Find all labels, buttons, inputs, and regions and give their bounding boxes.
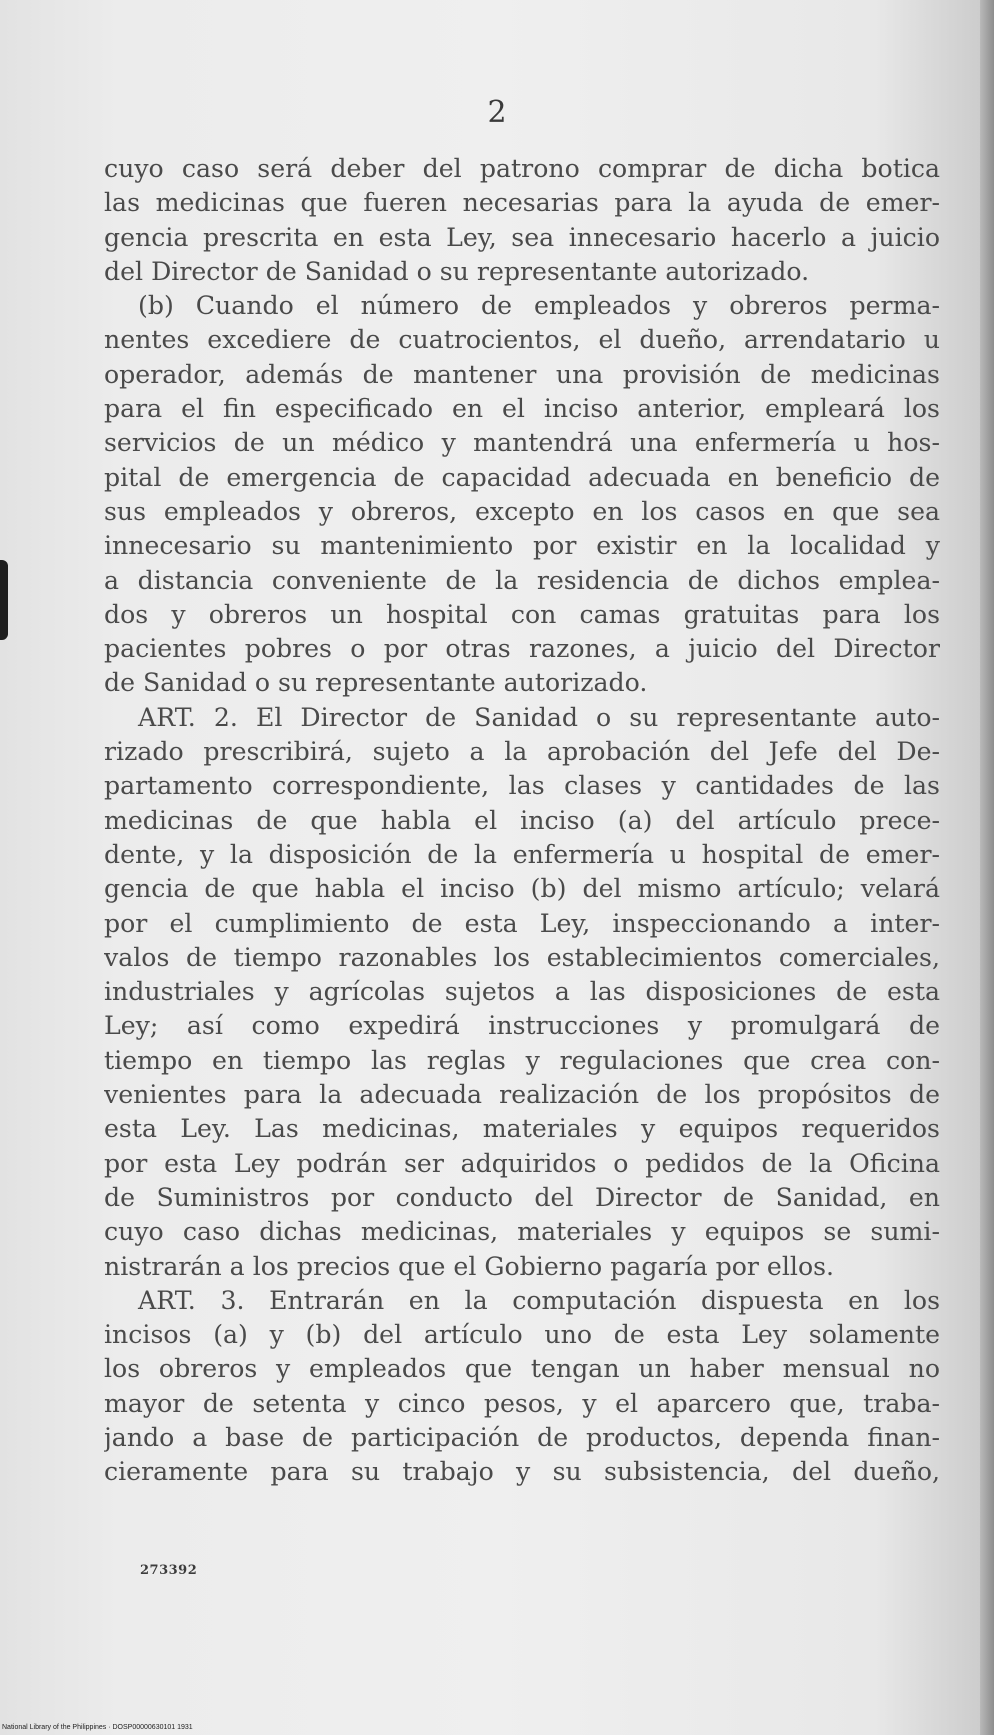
text-line: gencia prescrita en esta Ley, sea innecesario hacerlo a juicio xyxy=(104,222,940,252)
text-line: ART. 3. Entrarán en la computación dispuesta en los xyxy=(138,1285,940,1315)
text-line: cuyo caso dichas medicinas, materiales y equipos se sumi- xyxy=(104,1217,940,1247)
text-line: partamento correspondiente, las clases y cantidades de las xyxy=(104,771,940,801)
text-line: ART. 2. El Director de Sanidad o su representante auto- xyxy=(138,702,940,732)
page-number: 2 xyxy=(487,95,507,130)
text-line: dos y obreros un hospital con camas gratuitas para los xyxy=(104,599,940,629)
text-line: del Director de Sanidad o su representante autorizado. xyxy=(104,256,810,286)
text-line: los obreros y empleados que tengan un haber mensual no xyxy=(104,1354,940,1384)
text-line: las medicinas que fueren necesarias para la ayuda de emer- xyxy=(104,188,940,218)
text-line: valos de tiempo razonables los establecimientos comerciales, xyxy=(104,942,940,972)
text-line: jando a base de participación de productos, dependa finan- xyxy=(104,1422,940,1452)
text-line: operador, además de mantener una provisión de medicinas xyxy=(104,359,940,389)
text-line: (b) Cuando el número de empleados y obreros perma- xyxy=(138,291,940,321)
text-line: innecesario su mantenimiento por existir en la localidad y xyxy=(104,531,940,561)
text-line: mayor de setenta y cinco pesos, y el aparcero que, traba- xyxy=(104,1388,940,1418)
text-line: sus empleados y obreros, excepto en los casos en que sea xyxy=(104,496,940,526)
text-line: a distancia conveniente de la residencia de dichos emplea- xyxy=(104,565,940,595)
text-line: tiempo en tiempo las reglas y regulaciones que crea con- xyxy=(104,1045,940,1075)
page-edge-shadow xyxy=(980,0,994,1735)
text-line: medicinas de que habla el inciso (a) del artículo prece- xyxy=(104,805,940,835)
body-text xyxy=(104,152,940,1490)
text-line: servicios de un médico y mantendrá una enfermería u hos- xyxy=(104,428,940,458)
text-line: pacientes pobres o por otras razones, a juicio del Director xyxy=(104,634,940,664)
text-line: gencia de que habla el inciso (b) del mismo artículo; velará xyxy=(104,874,940,904)
text-line: nistrarán a los precios que el Gobierno pagaría por ellos. xyxy=(104,1251,835,1281)
footer-credit: National Library of the Philippines · DOSP00000630101 1931 xyxy=(2,1724,193,1731)
text-line: venientes para la adecuada realización de los propósitos de xyxy=(104,1080,940,1110)
text-line: esta Ley. Las medicinas, materiales y equipos requeridos xyxy=(104,1114,940,1144)
text-line: dente, y la disposición de la enfermería u hospital de emer- xyxy=(104,839,940,869)
text-line: industriales y agrícolas sujetos a las disposiciones de esta xyxy=(104,977,940,1007)
text-line: rizado prescribirá, sujeto a la aprobación del Jefe del De- xyxy=(104,737,940,767)
text-line: pital de emergencia de capacidad adecuada en beneficio de xyxy=(104,462,940,492)
text-line: por esta Ley podrán ser adquiridos o pedidos de la Oficina xyxy=(104,1148,940,1178)
text-line: de Sanidad o su representante autorizado. xyxy=(104,668,648,698)
text-line: incisos (a) y (b) del artículo uno de esta Ley solamente xyxy=(104,1320,940,1350)
text-line: por el cumplimiento de esta Ley, inspeccionando a inter- xyxy=(104,908,940,938)
text-line: de Suministros por conducto del Director de Sanidad, en xyxy=(104,1182,940,1212)
binding-mark xyxy=(0,560,8,640)
text-line: para el fin especificado en el inciso anterior, empleará los xyxy=(104,394,940,424)
text-line: cieramente para su trabajo y su subsistencia, del dueño, xyxy=(104,1457,940,1487)
text-line: cuyo caso será deber del patrono comprar de dicha botica xyxy=(104,154,940,183)
catalog-number: 273392 xyxy=(140,1563,198,1578)
text-line: nentes excediere de cuatrocientos, el dueño, arrendatario u xyxy=(104,325,940,355)
text-line: Ley; así como expedirá instrucciones y promulgará de xyxy=(104,1011,940,1041)
